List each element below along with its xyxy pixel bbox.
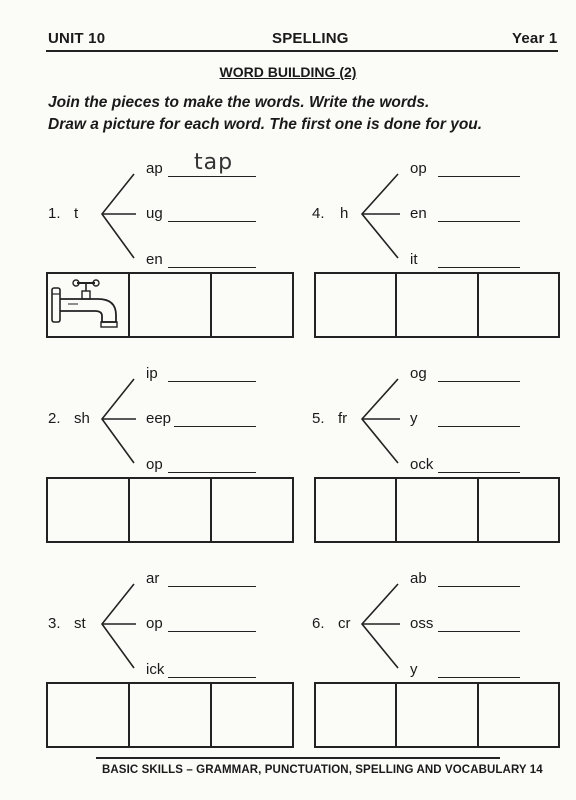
- write-line[interactable]: [438, 631, 520, 632]
- word-start: fr: [338, 410, 348, 427]
- write-line[interactable]: [174, 426, 256, 427]
- word-start: cr: [338, 615, 351, 632]
- picture-box[interactable]: [130, 274, 212, 336]
- ending-2: y: [410, 410, 418, 427]
- ending-2: op: [146, 615, 163, 632]
- year-label: Year 1: [512, 30, 558, 47]
- picture-box[interactable]: [48, 274, 130, 336]
- branch-lines: [96, 170, 136, 266]
- exercise-number: 2.: [48, 410, 61, 427]
- write-line[interactable]: [168, 677, 256, 678]
- picture-box[interactable]: [130, 479, 212, 541]
- picture-box[interactable]: [316, 479, 397, 541]
- ending-3: it: [410, 251, 418, 268]
- handwritten-answer: tap: [194, 150, 234, 175]
- picture-box[interactable]: [212, 479, 292, 541]
- ending-2: eep: [146, 410, 172, 427]
- ending-3: ick: [146, 661, 165, 678]
- picture-box[interactable]: [316, 684, 397, 746]
- write-line[interactable]: [438, 267, 520, 268]
- write-line[interactable]: [438, 221, 520, 222]
- write-line[interactable]: [438, 472, 520, 473]
- write-line[interactable]: [438, 176, 520, 177]
- picture-boxes: [46, 272, 294, 338]
- ending-1: ar: [146, 570, 160, 587]
- write-line[interactable]: [168, 472, 256, 473]
- word-start: sh: [74, 410, 90, 427]
- write-line[interactable]: [438, 381, 520, 382]
- branch-lines: [96, 375, 136, 471]
- ending-1: op: [410, 160, 427, 177]
- write-line[interactable]: [168, 631, 256, 632]
- word-start: st: [74, 615, 86, 632]
- ending-1: ip: [146, 365, 158, 382]
- picture-box[interactable]: [397, 274, 478, 336]
- picture-boxes: [46, 682, 294, 748]
- write-line[interactable]: [168, 267, 256, 268]
- page-subtitle: WORD BUILDING (2): [219, 64, 357, 80]
- ending-1: ab: [410, 570, 427, 587]
- picture-boxes: [46, 477, 294, 543]
- picture-box[interactable]: [130, 684, 212, 746]
- exercise-number: 4.: [312, 205, 325, 222]
- picture-box[interactable]: [397, 479, 478, 541]
- picture-box[interactable]: [316, 274, 397, 336]
- ending-2: oss: [410, 615, 434, 632]
- footer-rule: [96, 757, 500, 759]
- picture-box[interactable]: [397, 684, 478, 746]
- ending-2: ug: [146, 205, 163, 222]
- instruction-line-1: Join the pieces to make the words. Write the words.: [48, 94, 430, 111]
- write-line[interactable]: [438, 586, 520, 587]
- exercise-number: 5.: [312, 410, 325, 427]
- ending-3: op: [146, 456, 163, 473]
- ending-2: en: [410, 205, 427, 222]
- ending-3: en: [146, 251, 163, 268]
- branch-lines: [356, 580, 400, 676]
- picture-box[interactable]: [479, 684, 558, 746]
- branch-lines: [356, 170, 400, 266]
- tap-icon: [48, 274, 128, 336]
- ending-3: ock: [410, 456, 434, 473]
- word-start: t: [74, 205, 79, 222]
- write-line[interactable]: [168, 176, 256, 177]
- ending-3: y: [410, 661, 418, 678]
- picture-box[interactable]: [212, 274, 292, 336]
- picture-boxes: [314, 477, 560, 543]
- page-footer: BASIC SKILLS – GRAMMAR, PUNCTUATION, SPELLING AND VOCABULARY 14: [102, 764, 543, 776]
- unit-label: UNIT 10: [48, 30, 106, 47]
- write-line[interactable]: [168, 381, 256, 382]
- write-line[interactable]: [168, 221, 256, 222]
- picture-box[interactable]: [479, 274, 558, 336]
- write-line[interactable]: [168, 586, 256, 587]
- word-start: h: [340, 205, 349, 222]
- ending-1: og: [410, 365, 427, 382]
- write-line[interactable]: [438, 677, 520, 678]
- picture-box[interactable]: [48, 479, 130, 541]
- picture-box[interactable]: [48, 684, 130, 746]
- picture-boxes: [314, 272, 560, 338]
- write-line[interactable]: [438, 426, 520, 427]
- ending-1: ap: [146, 160, 163, 177]
- picture-boxes: [314, 682, 560, 748]
- branch-lines: [96, 580, 136, 676]
- topic-label: SPELLING: [272, 30, 349, 47]
- picture-box[interactable]: [212, 684, 292, 746]
- instruction-line-2: Draw a picture for each word. The first one is done for you.: [48, 116, 483, 133]
- branch-lines: [356, 375, 400, 471]
- picture-box[interactable]: [479, 479, 558, 541]
- exercise-number: 3.: [48, 615, 61, 632]
- exercise-number: 6.: [312, 615, 325, 632]
- exercise-number: 1.: [48, 205, 61, 222]
